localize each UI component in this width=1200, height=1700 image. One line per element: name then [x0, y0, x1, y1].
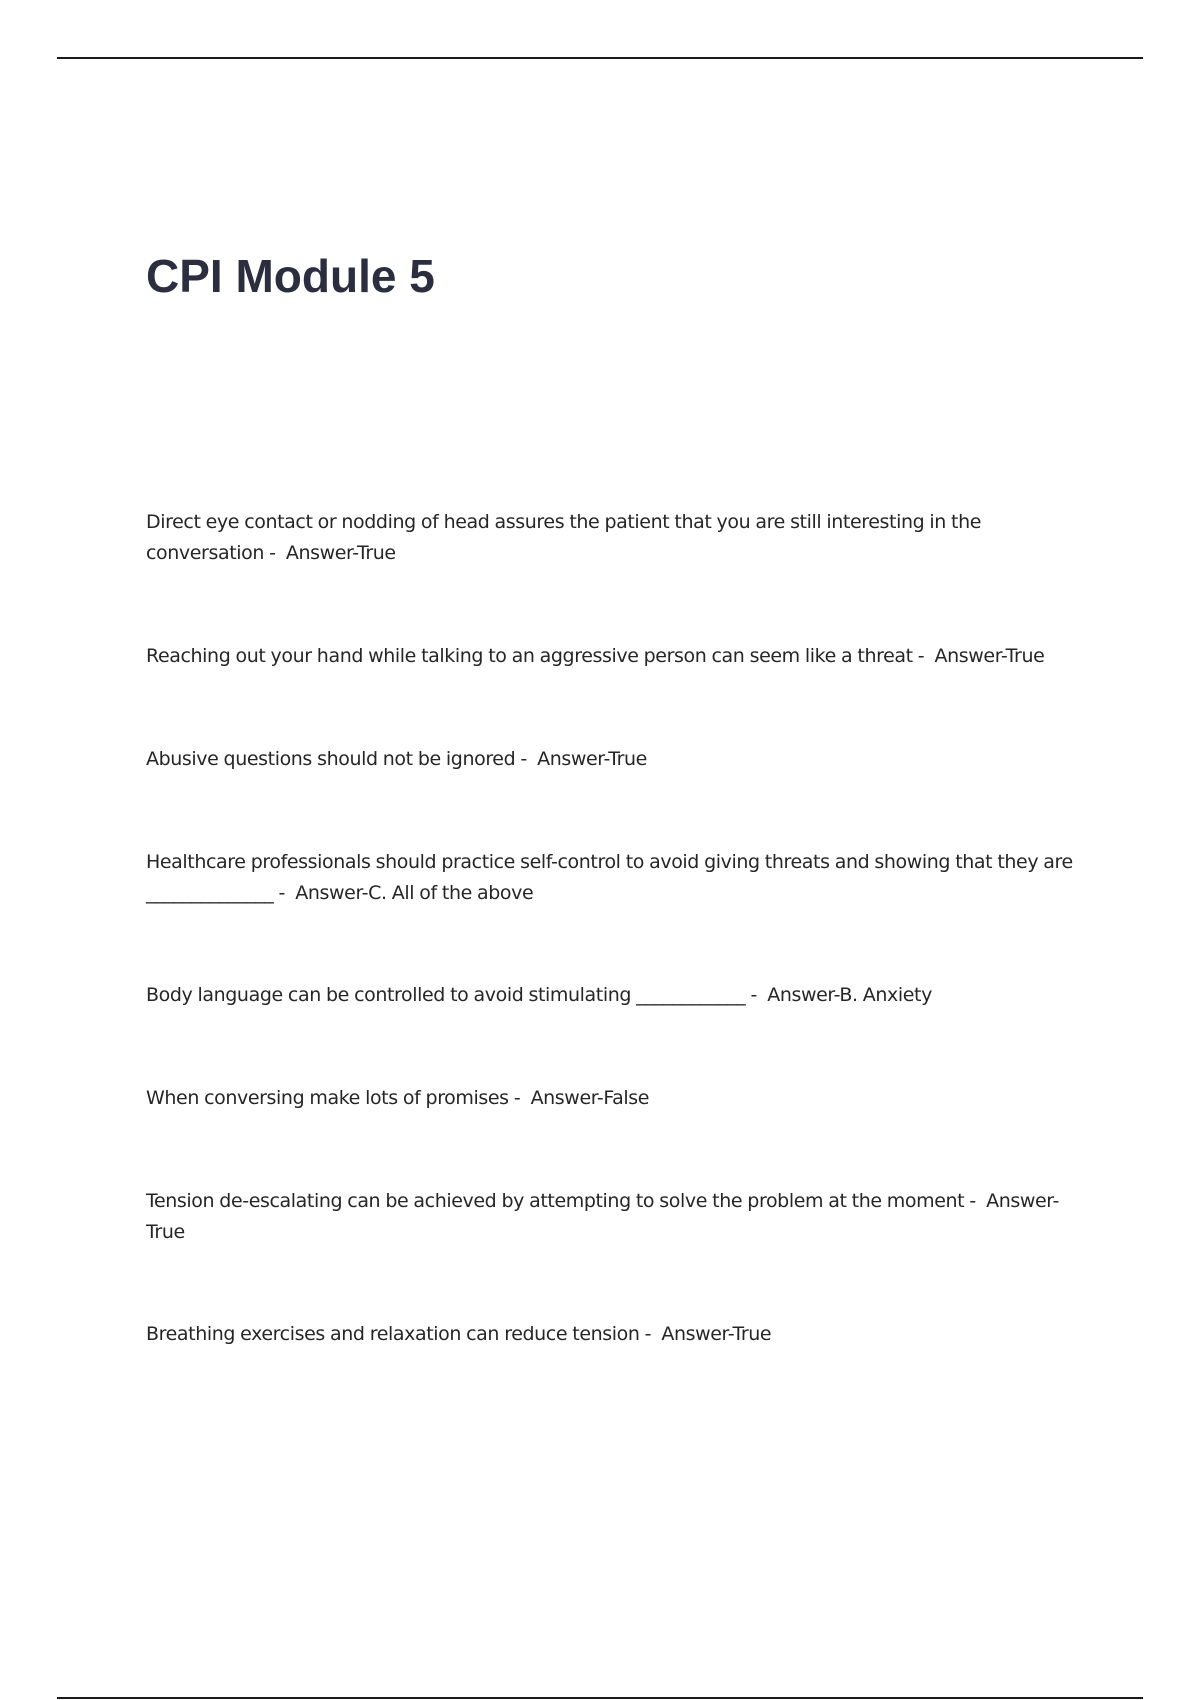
- question-text: Breathing exercises and relaxation can reduce tension: [146, 1323, 640, 1345]
- qa-item: Tension de-escalating can be achieved by attempting to solve the problem at the moment - Answer-True: [146, 1190, 1059, 1243]
- qa-item: Body language can be controlled to avoid stimulating ____________ - Answer-B. Anxiety: [146, 984, 932, 1006]
- question-text: Abusive questions should not be ignored: [146, 748, 516, 770]
- qa-item: Breathing exercises and relaxation can reduce tension - Answer-True: [146, 1323, 772, 1345]
- qa-item: Reaching out your hand while talking to an aggressive person can seem like a threat - Answer-True: [146, 645, 1045, 667]
- question-text: Body language can be controlled to avoid stimulating ____________: [146, 984, 746, 1006]
- bottom-rule: [57, 1697, 1143, 1699]
- answer-text: Answer-True: [537, 748, 647, 770]
- qa-item: Direct eye contact or nodding of head assures the patient that you are still interesting in the conversation - Answer-True: [146, 511, 982, 564]
- question-text: When conversing make lots of promises: [146, 1087, 509, 1109]
- qa-item: Abusive questions should not be ignored - Answer-True: [146, 748, 647, 770]
- answer-text: Answer-True: [146, 1190, 1059, 1243]
- qa-item: Healthcare professionals should practice self-control to avoid giving threats and showing that they are ______________ - Answer-C. All of the above: [146, 851, 1073, 904]
- answer-text: Answer-C. All of the above: [295, 882, 534, 904]
- answer-text: Answer-True: [285, 542, 396, 564]
- answer-text: Answer-True: [661, 1323, 772, 1345]
- question-text: Reaching out your hand while talking to an aggressive person can seem like a threat: [146, 645, 913, 667]
- answer-text: Answer-False: [530, 1087, 650, 1109]
- question-text: Direct eye contact or nodding of head assures the patient that you are still interesting in the conversation: [146, 511, 982, 564]
- question-text: Tension de-escalating can be achieved by attempting to solve the problem at the moment: [146, 1190, 965, 1212]
- page-title: CPI Module 5: [146, 250, 435, 302]
- answer-text: Answer-B. Anxiety: [767, 984, 932, 1006]
- answer-text: Answer-True: [934, 645, 1045, 667]
- question-text: Healthcare professionals should practice self-control to avoid giving threats and showing that they are ______________: [146, 851, 1073, 904]
- qa-item: When conversing make lots of promises - Answer-False: [146, 1087, 650, 1109]
- top-rule: [57, 57, 1143, 59]
